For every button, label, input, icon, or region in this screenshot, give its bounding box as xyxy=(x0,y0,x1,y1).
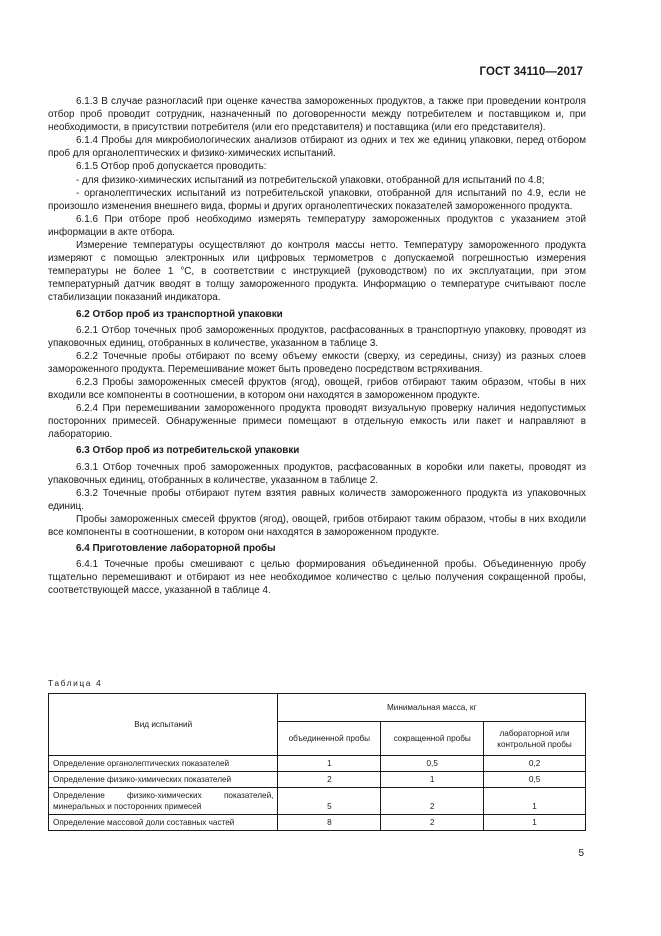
table-4 xyxy=(48,693,586,831)
table-row xyxy=(49,815,586,831)
paragraph-6-1-5-item-b: - органолептических испытаний из потребительской упаковки, отобранной для испытаний по 4.9, если не произошло изменения внешнего вида, формы и других органолептических показателей замороженного продукта. xyxy=(48,187,586,212)
table-row xyxy=(49,772,586,788)
page-number: 5 xyxy=(578,848,584,859)
standard-header: ГОСТ 34110—2017 xyxy=(479,66,583,78)
table-row xyxy=(49,756,586,772)
row-lab-value: 1 xyxy=(484,815,586,831)
row-lab-value: 0,5 xyxy=(484,772,586,788)
paragraph-6-3-2: 6.3.2 Точечные пробы отбирают путем взятия равных количеств замороженного продукта из упаковочных единиц. xyxy=(48,487,586,512)
paragraph-6-1-6-continued: Измерение температуры осуществляют до контроля массы нетто. Температуру замороженного продукта измеряют с помощью электронных или цифровых термометров с допускаемой погрешностью измерения температуры не более 1 °С, в соответствии с инструкцией (руководством) по их эксплуатации, при этом температурный датчик вводят в толщу замороженного продукта. Информацию о температуре считывают после стабилизации показаний индикатора. xyxy=(48,240,586,304)
paragraph-6-1-5: 6.1.5 Отбор проб допускается проводить: xyxy=(76,161,267,173)
row-reduced-value: 2 xyxy=(381,815,484,831)
document-body xyxy=(48,95,586,597)
row-test-label: Определение физико-химических показателей xyxy=(49,772,278,788)
row-test-label: Определение массовой доли составных частей xyxy=(49,815,278,831)
column-header-test-type: Вид испытаний xyxy=(49,694,278,756)
section-heading-6-2: 6.2 Отбор проб из транспортной упаковки xyxy=(76,308,283,320)
row-combined-value: 5 xyxy=(278,788,381,815)
row-reduced-value: 0,5 xyxy=(381,756,484,772)
paragraph-6-3-2-continued: Пробы замороженных смесей фруктов (ягод), овощей, грибов отбирают таким образом, чтобы в них входили все компоненты в соотношении, в котором они находятся в замороженном продукте. xyxy=(48,513,586,538)
row-test-label: Определение органолептических показателей xyxy=(49,756,278,772)
column-header-combined: объединенной пробы xyxy=(278,722,381,756)
row-reduced-value: 2 xyxy=(381,788,484,815)
paragraph-6-4-1: 6.4.1 Точечные пробы смешивают с целью формирования объединенной пробы. Объединенную пробу тщательно перемешивают и отбирают из нее необходимое количество с целью получения сокращенной пробы, соответствующей массе, указанной в таблице 4. xyxy=(48,559,586,597)
column-header-reduced: сокращенной пробы xyxy=(381,722,484,756)
row-reduced-value: 1 xyxy=(381,772,484,788)
row-lab-value: 0,2 xyxy=(484,756,586,772)
paragraph-6-1-4: 6.1.4 Пробы для микробиологических анализов отбирают из одних и тех же единиц упаковки, перед отбором проб для органолептических и физико-химических испытаний. xyxy=(48,135,586,160)
row-test-label: Определение физико-химических показателей, минеральных и посторонних примесей xyxy=(49,788,278,815)
section-heading-6-3: 6.3 Отбор проб из потребительской упаковки xyxy=(76,445,300,457)
paragraph-6-2-4: 6.2.4 При перемешивании замороженного продукта проводят визуальную проверку наличия недопустимых посторонних примесей. Обнаруженные примеси помещают в отдельную емкость или пакет и направляют в лабораторию. xyxy=(48,403,586,441)
paragraph-6-1-3: 6.1.3 В случае разногласий при оценке качества замороженных продуктов, а также при проведении контроля отбор проб проводит сотрудник, назначенный по договоренности между потребителем и поставщиком и, при необходимости, в присутствии потребителя (или его представителя) и поставщика (или его представителя). xyxy=(48,96,586,134)
paragraph-6-2-3: 6.2.3 Пробы замороженных смесей фруктов (ягод), овощей, грибов отбирают таким образом, чтобы в них входили все компоненты в соотношении, в котором они находятся в замороженном продукте. xyxy=(48,376,586,402)
row-combined-value: 8 xyxy=(278,815,381,831)
paragraph-6-1-6: 6.1.6 При отборе проб необходимо измерять температуру замороженных продуктов с указанием этой информации в акте отбора. xyxy=(48,213,586,238)
table-caption: Таблица 4 xyxy=(48,678,103,688)
paragraph-6-2-2: 6.2.2 Точечные пробы отбирают по всему объему емкости (сверху, из середины, снизу) из разных слоев замороженного продукта. Перемешивание может быть проведено посредством встряхивания. xyxy=(48,350,586,375)
paragraph-6-2-1: 6.2.1 Отбор точечных проб замороженных продуктов, расфасованных в транспортную упаковку, проводят из упаковочных единиц, отобранных в количестве, указанном в таблице 3. xyxy=(48,324,586,349)
column-header-min-mass: Минимальная масса, кг xyxy=(278,694,586,722)
row-combined-value: 2 xyxy=(278,772,381,788)
column-header-lab: лабораторной или контрольной пробы xyxy=(484,722,586,756)
paragraph-6-3-1: 6.3.1 Отбор точечных проб замороженных продуктов, расфасованных в коробки или пакеты, проводят из упаковочных единиц, отобранных в количестве, указанном в таблице 2. xyxy=(48,461,586,486)
row-combined-value: 1 xyxy=(278,756,381,772)
paragraph-6-1-5-item-a: - для физико-химических испытаний из потребительской упаковки, отобранной для испытаний по 4.8; xyxy=(76,174,545,186)
section-heading-6-4: 6.4 Приготовление лабораторной пробы xyxy=(76,543,276,555)
table-row xyxy=(49,788,586,815)
row-lab-value: 1 xyxy=(484,788,586,815)
